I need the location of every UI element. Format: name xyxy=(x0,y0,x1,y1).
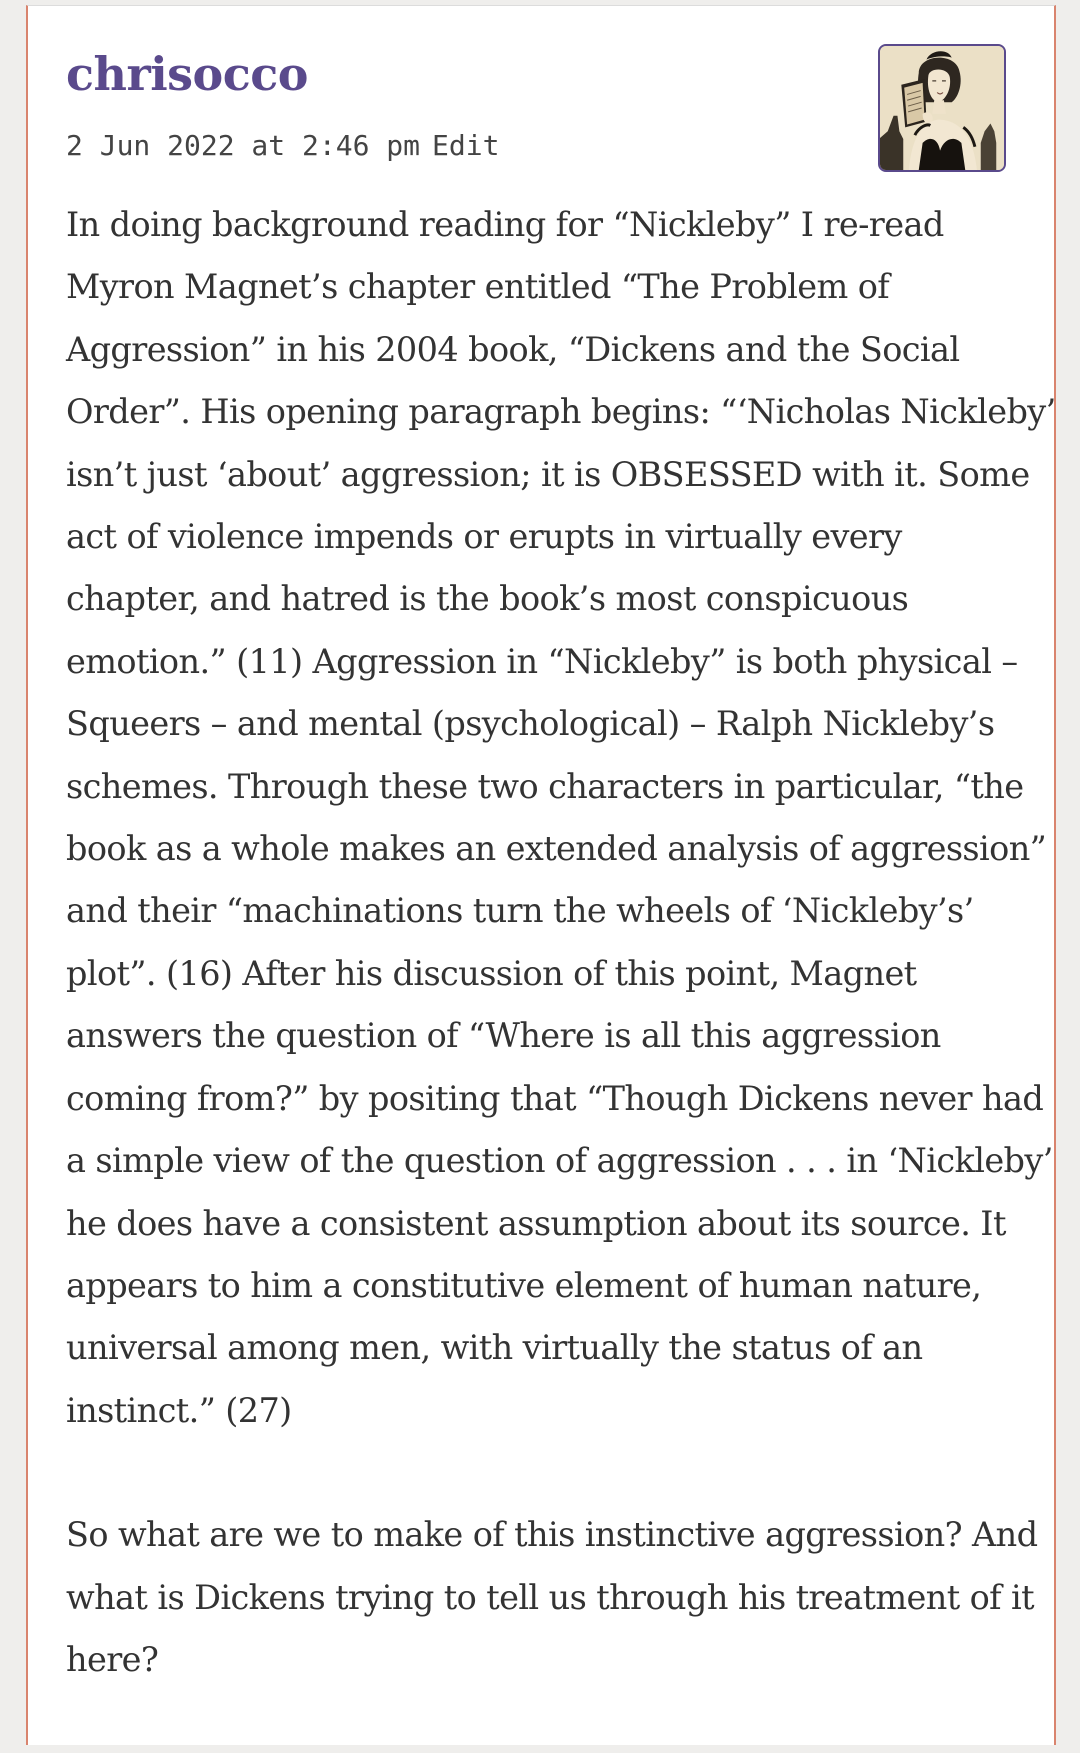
author-avatar[interactable] xyxy=(878,44,1006,172)
text-line: coming from?” by positing that “Though Dickens never had xyxy=(66,1078,1044,1118)
text-line: Squeers – and mental (psychological) – Ralph Nickleby’s xyxy=(66,704,995,744)
text-line: he does have a consistent assumption about its source. It xyxy=(66,1203,1006,1243)
comment-paragraph-2 xyxy=(66,1504,1046,1691)
comment-meta xyxy=(66,126,499,166)
text-line: Order”. His opening paragraph begins: “‘Nicholas Nickleby’ xyxy=(66,392,1056,432)
text-line: chapter, and hatred is the book’s most conspicuous xyxy=(66,579,909,619)
text-line: instinct.” (27) xyxy=(66,1390,292,1430)
comment-body xyxy=(66,194,1056,1753)
comment-header xyxy=(66,44,1006,174)
text-line: In doing background reading for “Nickleby” I re-read xyxy=(66,205,944,244)
text-line: Aggression” in his 2004 book, “Dickens and the Social xyxy=(66,329,960,369)
text-line: here? xyxy=(66,1639,159,1679)
text-line: isn’t just ‘about’ aggression; it is OBSESSED with it. Some xyxy=(66,454,1030,494)
comment-card xyxy=(26,5,1056,1745)
text-line: So what are we to make of this instinctive aggression? And xyxy=(66,1515,1038,1555)
text-line: what is Dickens trying to tell us through his treatment of it xyxy=(66,1577,1035,1617)
text-line: answers the question of “Where is all this aggression xyxy=(66,1016,941,1056)
comment-author-link[interactable]: chrisocco xyxy=(66,47,308,101)
text-line: emotion.” (11) Aggression in “Nickleby” is both physical – xyxy=(66,641,1018,681)
text-line: appears to him a constitutive element of human nature, xyxy=(66,1265,982,1305)
comment-paragraph-1 xyxy=(66,194,1056,1442)
text-line: universal among men, with virtually the status of an xyxy=(66,1328,923,1368)
edit-comment-link[interactable]: Edit xyxy=(432,129,500,162)
text-line: Myron Magnet’s chapter entitled “The Problem of xyxy=(66,267,890,307)
text-line: plot”. (16) After his discussion of this point, Magnet xyxy=(66,953,917,993)
vintage-woman-reading-icon xyxy=(880,46,1004,170)
text-line: schemes. Through these two characters in particular, “the xyxy=(66,766,1024,806)
text-line: book as a whole makes an extended analysis of aggression” xyxy=(66,829,1047,869)
comment-date-link[interactable]: 2 Jun 2022 at 2:46 pm xyxy=(66,129,421,162)
text-line: a simple view of the question of aggression . . . in ‘Nickleby’ xyxy=(66,1141,1053,1181)
text-line: act of violence impends or erupts in virtually every xyxy=(66,517,902,557)
text-line: and their “machinations turn the wheels of ‘Nickleby’s’ xyxy=(66,891,974,931)
